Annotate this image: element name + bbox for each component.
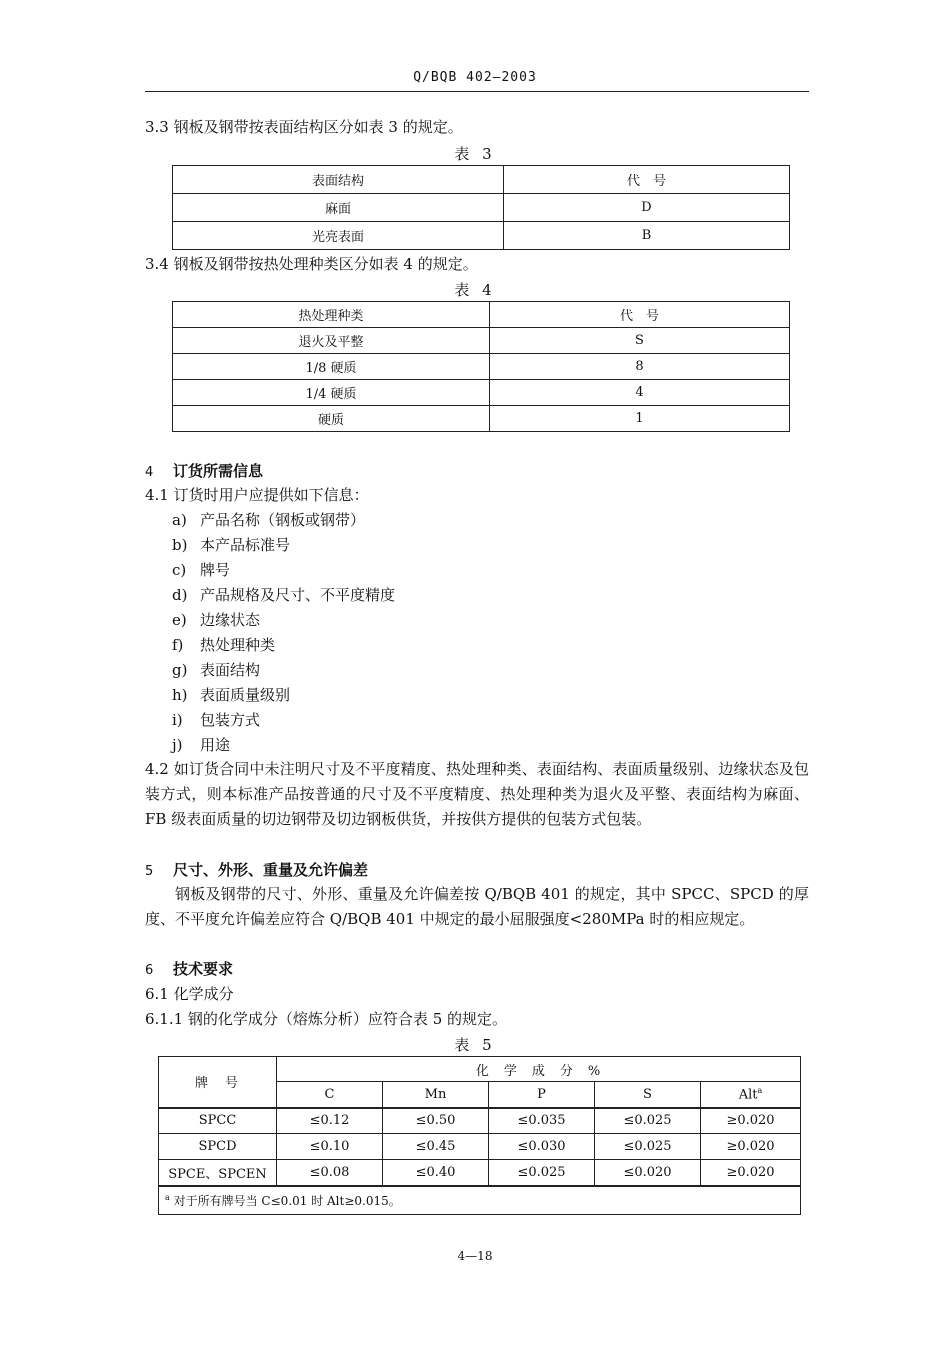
list-item [172,660,260,680]
grade-cell: SPCD [159,1134,277,1160]
list-marker: c) [172,561,187,579]
table-cell: ≤0.08 [277,1160,383,1186]
table-4-caption: 表 4 [454,281,496,299]
column-header [701,1082,801,1108]
table-cell: ≤0.025 [595,1134,701,1160]
table-row [173,354,790,380]
table-cell: ≥0.020 [701,1134,801,1160]
list-item [172,560,230,580]
table-cell: 光亮表面 [173,222,504,250]
table-footnote [159,1186,801,1215]
section-4-heading [145,460,263,481]
list-item [172,610,260,630]
list-text: 用途 [200,736,231,754]
table-row [173,380,790,406]
section-title: 技术要求 [173,960,234,978]
list-item [172,635,275,655]
grade-cell: SPCE、SPCEN [159,1160,277,1186]
table-cell: 8 [490,354,790,380]
table-cell: D [504,194,790,222]
list-text: 牌号 [200,561,231,579]
footnote-ref: a [757,1086,763,1096]
table-cell: ≤0.025 [595,1108,701,1134]
grade-cell: SPCC [159,1108,277,1134]
list-marker: g) [172,661,188,679]
page-number: 4—18 [457,1249,493,1263]
list-text: 本产品标准号 [200,536,291,554]
table-3-header: 代 号 [504,166,790,194]
table-cell: 1 [490,406,790,432]
table-cell: ≤0.025 [489,1160,595,1186]
list-text: 热处理种类 [200,636,276,654]
list-text: 产品规格及尺寸、不平度精度 [200,586,396,604]
table-cell: 1/4 硬质 [173,380,490,406]
list-item [172,710,260,730]
table-cell: 硬质 [173,406,490,432]
grade-header: 牌 号 [159,1057,277,1108]
clause-3-3: 3.3 钢板及钢带按表面结构区分如表 3 的规定。 [145,118,463,136]
table-row [159,1134,801,1160]
table-cell: ≤0.10 [277,1134,383,1160]
column-header: S [595,1082,701,1108]
column-header: C [277,1082,383,1108]
list-marker: i) [172,711,183,729]
table-3-caption: 表 3 [454,145,496,163]
table-cell: 1/8 硬质 [173,354,490,380]
list-marker: h) [172,686,188,704]
list-text: 边缘状态 [200,611,261,629]
column-header: Mn [383,1082,489,1108]
column-header: P [489,1082,595,1108]
section-title: 订货所需信息 [173,462,264,480]
table-cell: S [490,328,790,354]
section-number: 5 [145,864,154,879]
composition-header: 化 学 成 分 % [277,1057,801,1082]
table-5 [158,1056,801,1215]
table-row [173,328,790,354]
section-5-heading [145,859,368,880]
table-cell: 退火及平整 [173,328,490,354]
list-text: 表面结构 [200,661,261,679]
table-row [173,222,790,250]
list-item [172,510,365,530]
header-rule [145,91,809,92]
list-item [172,585,395,605]
list-marker: f) [172,636,184,654]
list-marker: a) [172,511,187,529]
list-text: 产品名称（钢板或钢带） [200,511,366,529]
list-text: 包装方式 [200,711,261,729]
table-cell: ≤0.020 [595,1160,701,1186]
table-cell: B [504,222,790,250]
table-cell: ≤0.50 [383,1108,489,1134]
document-code: Q/BQB 402—2003 [413,70,537,85]
list-marker: b) [172,536,188,554]
list-item [172,535,290,555]
table-row [173,406,790,432]
table-3 [172,165,790,250]
table-cell: ≥0.020 [701,1108,801,1134]
list-marker: e) [172,611,187,629]
list-text: 表面质量级别 [200,686,291,704]
section-5-text: 钢板及钢带的尺寸、外形、重量及允许偏差按 Q/BQB 401 的规定，其中 SPCC、SPCD 的厚度、不平度允许偏差应符合 Q/BQB 401 中规定的最小屈服强度<280MPa 时的相应规定。 [145,885,809,928]
section-title: 尺寸、外形、重量及允许偏差 [173,861,369,879]
clause-3-4: 3.4 钢板及钢带按热处理种类区分如表 4 的规定。 [145,255,478,273]
footnote-text: 对于所有牌号当 C≤0.01 时 Alt≥0.015。 [173,1193,401,1208]
table-cell: ≤0.40 [383,1160,489,1186]
table-row [159,1160,801,1186]
clause-4-1: 4.1 订货时用户应提供如下信息： [145,486,369,504]
table-cell: ≤0.45 [383,1134,489,1160]
list-marker: j) [172,736,183,754]
alt-label: Alt [738,1087,758,1103]
list-marker: d) [172,586,188,604]
table-4-header: 热处理种类 [173,302,490,328]
table-cell: 4 [490,380,790,406]
table-row [159,1108,801,1134]
table-cell: ≥0.020 [701,1160,801,1186]
table-4 [172,301,790,432]
table-cell: 麻面 [173,194,504,222]
table-cell: ≤0.030 [489,1134,595,1160]
table-5-caption: 表 5 [454,1036,496,1054]
section-number: 4 [145,465,154,480]
clause-4-2: 4.2 如订货合同中未注明尺寸及不平度精度、热处理种类、表面结构、表面质量级别、边缘状态及包装方式，则本标准产品按普通的尺寸及不平度精度、热处理种类为退火及平整、表面结构为麻面、FB 级表面质量的切边钢带及切边钢板供货，并按供方提供的包装方式包装。 [145,760,809,828]
clause-6-1: 6.1 化学成分 [145,985,234,1003]
table-cell: ≤0.035 [489,1108,595,1134]
list-item [172,685,290,705]
section-number: 6 [145,963,154,978]
footnote-mark: a [165,1192,170,1202]
list-item [172,735,230,755]
table-4-header: 代 号 [490,302,790,328]
clause-6-1-1: 6.1.1 钢的化学成分（熔炼分析）应符合表 5 的规定。 [145,1010,508,1028]
table-row [173,194,790,222]
section-6-heading [145,958,233,979]
table-cell: ≤0.12 [277,1108,383,1134]
table-3-header: 表面结构 [173,166,504,194]
